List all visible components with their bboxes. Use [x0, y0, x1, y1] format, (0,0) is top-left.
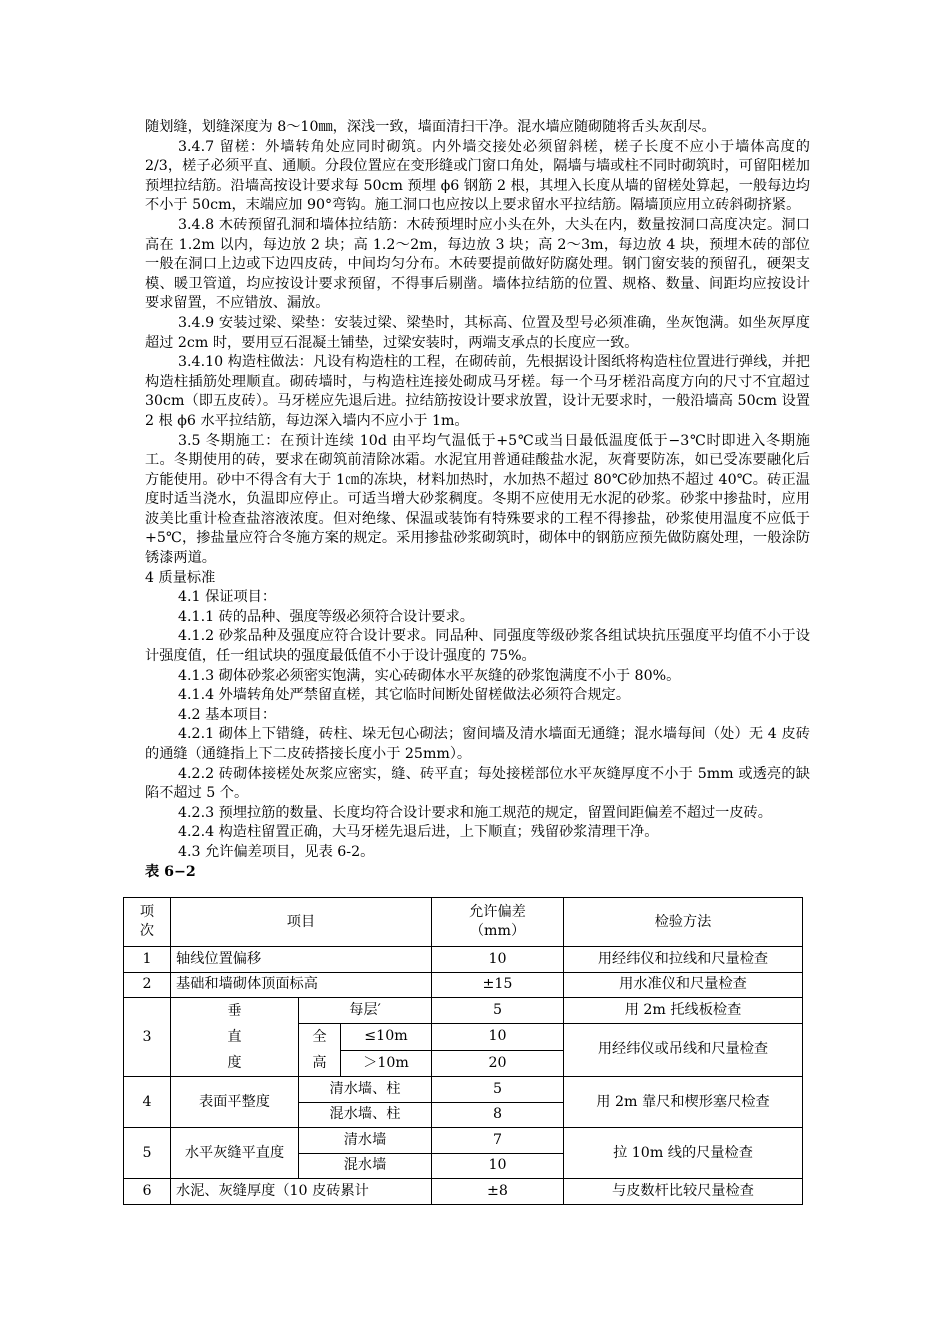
paragraph: 3.4.10 构造柱做法：凡设有构造柱的工程，在砌砖前，先根据设计图纸将构造柱位置进行弹线，并把构造柱插筋处理顺直。砌砖墙时，与构造柱连接处砌成马牙槎。每一个马牙槎沿高度方向的尺寸不宜超过 30cm（即五皮砖）。马牙槎应先退后进。拉结筋按设计要求放置，设计无要求时，一般沿墙高 50cm 设置 2 根 ϕ6 水平拉结筋，每边深入墙内不应小于 1m。	[145, 354, 810, 429]
paragraph: 4.2.1 砌体上下错缝，砖柱、垛无包心砌法；窗间墙及清水墙面无通缝；混水墙每间（处）无 4 皮砖的通缝（通缝指上下二皮砖搭接长度小于 25mm）。	[145, 726, 810, 762]
row-item: 水泥、灰缝厚度（10 皮砖累计	[171, 1179, 432, 1205]
paragraph: 4.3 允许偏差项目，见表 6-2。	[178, 843, 375, 860]
row-subitem: ≤10m	[341, 1023, 432, 1050]
row-subitem: 混水墙	[299, 1153, 432, 1179]
row-tolerance: 5	[432, 998, 564, 1024]
row-tolerance: ±15	[432, 972, 564, 998]
paragraph: 随划缝，划缝深度为 8～10㎜，深浅一致，墙面清扫干净。混水墙应随砌随将舌头灰刮尽。	[145, 119, 716, 135]
table-row	[124, 972, 803, 998]
row-tolerance: 7	[432, 1128, 564, 1154]
row-item: 基础和墙砌体顶面标高	[171, 972, 432, 998]
row-subitem: 混水墙、柱	[299, 1102, 432, 1128]
paragraph: 4.2.3 预埋拉筋的数量、长度均符合设计要求和施工规范的规定，留置间距偏差不超过一皮砖。	[178, 804, 772, 821]
paragraph-list	[145, 118, 810, 863]
header-method: 检验方法	[564, 898, 803, 947]
row-tolerance: 10	[432, 947, 564, 973]
row-tolerance: 8	[432, 1102, 564, 1128]
row-method: 用水准仪和尺量检查	[564, 972, 803, 998]
paragraph: 3.4.7 留槎：外墙转角处应同时砌筑。内外墙交接处必须留斜槎，槎子长度不应小于墙体高度的 2/3，槎子必须平直、通顺。分段位置应在变形缝或门窗口角处，隔墙与墙或柱不同时砌筑时，可留阳槎加预埋拉结筋。沿墙高按设计要求每 50cm 预埋 ϕ6 钢筋 2 根，其埋入长度从墙的留槎处算起，一般每边均不小于 50cm，末端应加 90°弯钩。施工洞口也应按以上要求留水平拉结筋。隔墙顶应用立砖斜砌挤紧。	[145, 138, 810, 214]
table-row	[124, 947, 803, 973]
deviation-table	[123, 897, 803, 1205]
table-row	[124, 1179, 803, 1205]
paragraph: 3.4.9 安装过梁、梁垫：安装过梁、梁垫时，其标高、位置及型号必须准确，坐灰饱满。如坐灰厚度超过 2cm 时，要用豆石混凝土铺垫，过梁安装时，两端支承点的长度应一致。	[145, 314, 810, 351]
paragraph: 4.2.2 砖砌体接槎处灰浆应密实，缝、砖平直；每处接槎部位水平灰缝厚度不小于 5mm 或透亮的缺陷不超过 5 个。	[145, 765, 810, 802]
row-tolerance: 20	[432, 1050, 564, 1077]
row-item-verticality: 垂 直 度	[171, 998, 299, 1077]
row-subitem: ＞10m	[341, 1050, 432, 1077]
paragraph: 4.1.4 外墙转角处严禁留直槎，其它临时间断处留槎做法必须符合规定。	[178, 687, 631, 704]
row-subitem: 每层′	[299, 998, 432, 1024]
paragraph: 4.1.1 砖的品种、强度等级必须符合设计要求。	[178, 608, 474, 625]
row-item: 水平灰缝平直度	[171, 1128, 299, 1179]
row-tolerance: ±8	[432, 1179, 564, 1205]
row-no: 4	[124, 1077, 171, 1128]
row-tolerance: 5	[432, 1077, 564, 1103]
table-row	[124, 1077, 803, 1103]
row-method: 用 2m 靠尺和楔形塞尺检查	[564, 1077, 803, 1128]
row-method: 与皮数杆比较尺量检查	[564, 1179, 803, 1205]
paragraph: 3.4.8 木砖预留孔洞和墙体拉结筋：木砖预埋时应小头在外，大头在内，数量按洞口高度决定。洞口高在 1.2m 以内，每边放 2 块；高 1.2～2m，每边放 3 块；高 2～3m，每边放 4 块，预埋木砖的部位一般在洞口上边或下边四皮砖，中间均匀分布。木砖要提前做好防腐处理。钢门窗安装的预留孔，硬架支模、暖卫管道，均应按设计要求预留，不得事后剔凿。墙体拉结筋的位置、规格、数量、间距均应按设计要求留置，不应错放、漏放。	[145, 216, 810, 312]
paragraph: 4.2 基本项目：	[178, 706, 277, 723]
table-row	[124, 998, 803, 1024]
paragraph: 4.1.2 砂浆品种及强度应符合设计要求。同品种、同强度等级砂浆各组试块抗压强度平均值不小于设计强度值，任一组试块的强度最低值不小于设计强度的 75%。	[145, 628, 810, 665]
row-no: 2	[124, 972, 171, 998]
row-no: 6	[124, 1179, 171, 1205]
row-item: 表面平整度	[171, 1077, 299, 1128]
row-no: 5	[124, 1128, 171, 1179]
paragraph: 4.1.3 砌体砂浆必须密实饱满，实心砖砌体水平灰缝的砂浆饱满度不小于 80%。	[178, 667, 681, 684]
paragraph: 4.2.4 构造柱留置正确，大马牙槎先退后进，上下顺直；残留砂浆清理干净。	[178, 824, 659, 841]
row-tolerance: 10	[432, 1153, 564, 1179]
header-tolerance: 允许偏差 （mm）	[432, 898, 564, 947]
row-item: 轴线位置偏移	[171, 947, 432, 973]
row-subitem: 清水墙	[299, 1128, 432, 1154]
table-header-row	[124, 898, 803, 947]
table-row	[124, 1128, 803, 1154]
row-tolerance: 10	[432, 1023, 564, 1050]
table-caption: 表 6−2	[145, 863, 196, 880]
row-method: 用 2m 托线板检查	[564, 998, 803, 1024]
row-subitem-full-height: 全 高	[299, 1023, 341, 1077]
paragraph: 4.1 保证项目：	[178, 589, 277, 606]
document-body	[145, 118, 810, 882]
paragraph: 4 质量标准	[145, 569, 216, 586]
header-no: 项 次	[124, 898, 171, 947]
row-method: 用经纬仪或吊线和尺量检查	[564, 1023, 803, 1077]
row-no: 3	[124, 998, 171, 1077]
row-method: 拉 10m 线的尺量检查	[564, 1128, 803, 1179]
row-subitem: 清水墙、柱	[299, 1077, 432, 1103]
row-no: 1	[124, 947, 171, 973]
header-item: 项目	[171, 898, 432, 947]
paragraph: 3.5 冬期施工：在预计连续 10d 由平均气温低于+5℃或当日最低温度低于−3℃时即进入冬期施工。冬期使用的砖，要求在砌筑前清除冰霜。水泥宜用普通硅酸盐水泥，灰膏要防冻，如已受冻要融化后方能使用。砂中不得含有大于 1㎝的冻块，材料加热时，水加热不超过 80℃砂加热不超过 40℃。砖正温度时适当浇水，负温即应停止。可适当增大砂浆稠度。冬期不应使用无水泥的砂浆。砂浆中掺盐时，应用波美比重计检查盐溶液浓度。但对绝缘、保温或装饰有特殊要求的工程不得掺盐，砂浆使用温度不应低于+5℃，掺盐量应符合冬施方案的规定。采用掺盐砂浆砌筑时，砌体中的钢筋应预先做防腐处理，一般涂防锈漆两道。	[145, 432, 810, 567]
row-method: 用经纬仪和拉线和尺量检查	[564, 947, 803, 973]
